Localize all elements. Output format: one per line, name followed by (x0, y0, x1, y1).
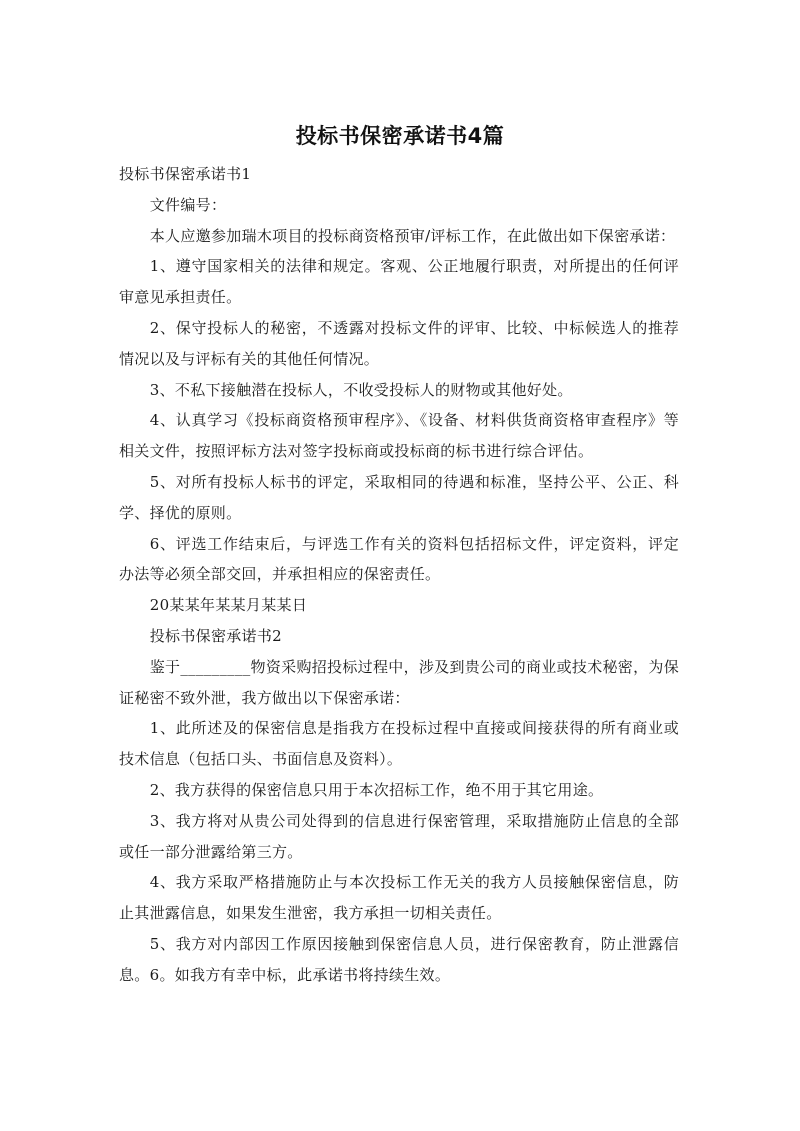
paragraph: 鉴于_________物资采购招投标过程中，涉及到贵公司的商业或技术秘密，为保证秘密不致外泄，我方做出以下保密承诺： (119, 657, 679, 707)
file-number-line: 文件编号： (149, 195, 227, 214)
paragraph: 6、评选工作结束后，与评选工作有关的资料包括招标文件，评定资料，评定办法等必须全部交回，并承担相应的保密责任。 (119, 534, 679, 584)
paragraph: 4、我方采取严格措施防止与本次投标工作无关的我方人员接触保密信息，防止其泄露信息，如果发生泄密，我方承担一切相关责任。 (119, 873, 679, 923)
paragraph: 3、不私下接触潜在投标人，不收受投标人的财物或其他好处。 (149, 380, 573, 399)
paragraph: 本人应邀参加瑞木项目的投标商资格预审/评标工作，在此做出如下保密承诺： (149, 226, 676, 245)
paragraph: 4、认真学习《投标商资格预审程序》、《设备、材料供货商资格审查程序》等相关文件，按照评标方法对签字投标商或投标商的标书进行综合评估。 (119, 411, 679, 461)
paragraph: 2、我方获得的保密信息只用于本次招标工作，绝不用于其它用途。 (149, 780, 604, 799)
document-title: 投标书保密承诺书4篇 (295, 124, 505, 148)
paragraph: 1、此所述及的保密信息是指我方在投标过程中直接或间接获得的所有商业或技术信息（包括口头、书面信息及资料）。 (119, 719, 679, 769)
paragraph: 3、我方将对从贵公司处得到的信息进行保密管理，采取措施防止信息的全部或任一部分泄露给第三方。 (119, 811, 679, 861)
document-body (119, 159, 679, 991)
date-line: 20某某年某某月某某日 (149, 596, 308, 615)
paragraph: 5、我方对内部因工作原因接触到保密信息人员，进行保密教育，防止泄露信息。6。如我方有幸中标，此承诺书将持续生效。 (119, 934, 679, 984)
paragraph: 5、对所有投标人标书的评定，采取相同的待遇和标准，坚持公平、公正、科学、择优的原则。 (119, 472, 679, 522)
section-heading-1: 投标书保密承诺书1 (119, 165, 252, 183)
paragraph: 1、遵守国家相关的法律和规定。客观、公正地履行职责，对所提出的任何评审意见承担责任。 (119, 257, 679, 307)
paragraph: 2、保守投标人的秘密，不透露对投标文件的评审、比较、中标候选人的推荐情况以及与评标有关的其他任何情况。 (119, 318, 679, 368)
section-heading-2: 投标书保密承诺书2 (149, 626, 282, 645)
